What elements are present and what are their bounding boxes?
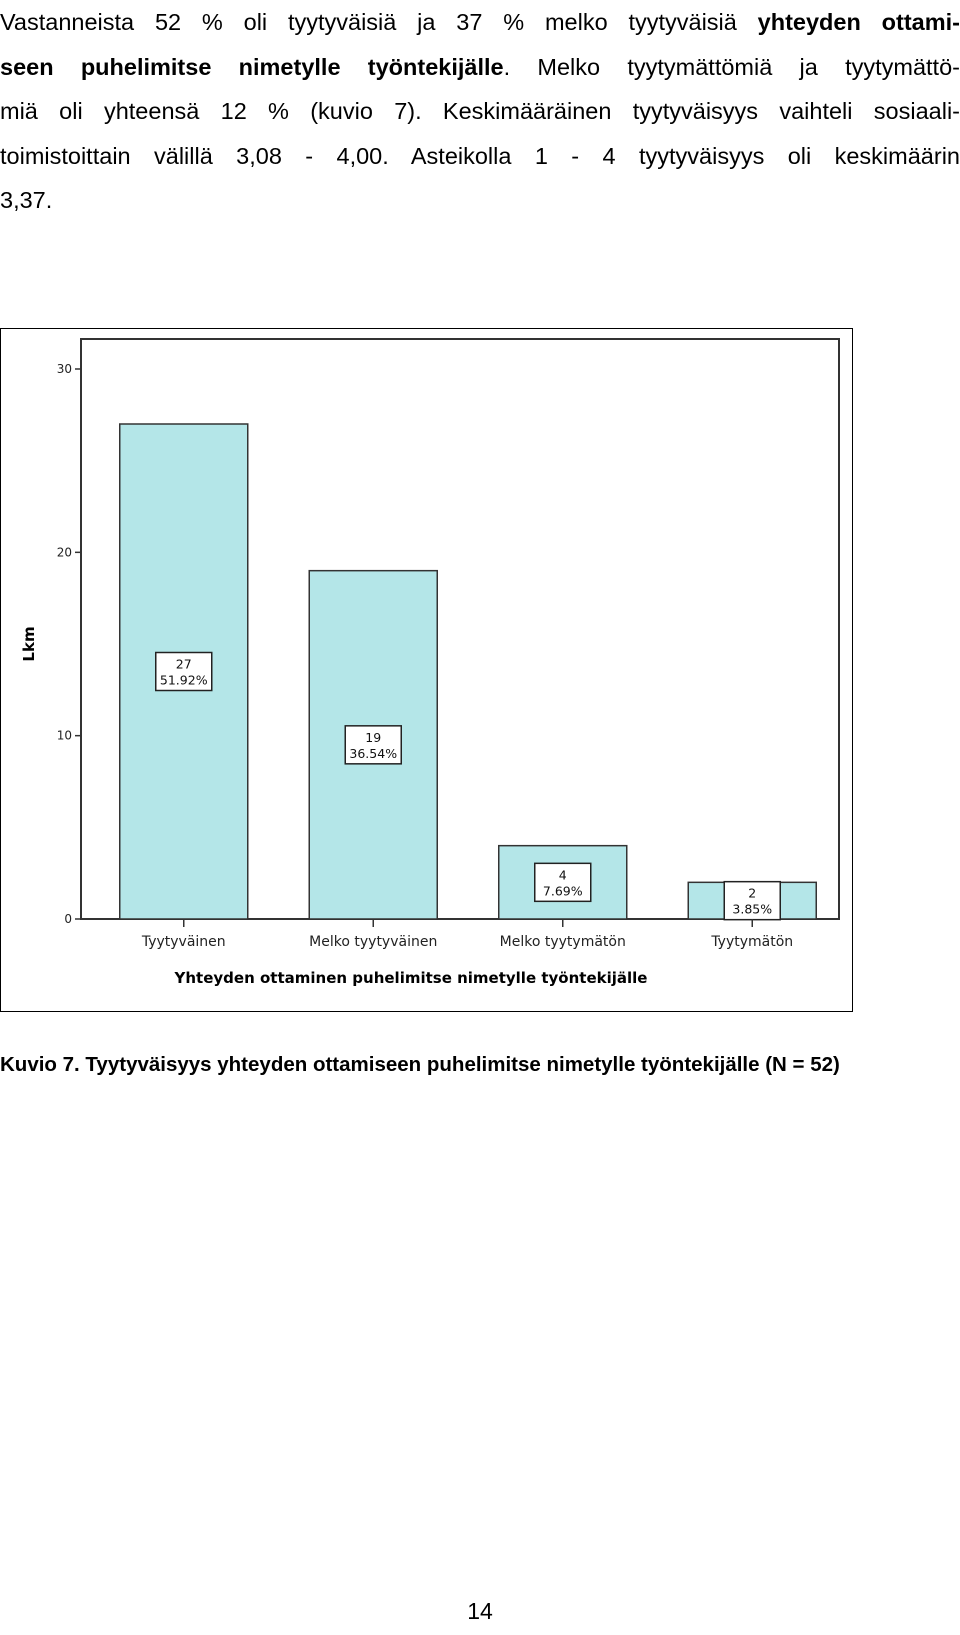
data-label-percent: 7.69% (542, 883, 583, 899)
paragraph-text: Vastanneista 52 % oli tyytyväisiä ja 37 % melko tyytyväisiä (0, 9, 758, 35)
body-paragraph (0, 0, 960, 223)
paragraph-line (0, 134, 960, 179)
y-tick-label: 30 (56, 362, 72, 376)
data-label-count: 27 (175, 656, 192, 672)
page-number: 14 (467, 1598, 493, 1624)
paragraph-text: 3,37. (0, 187, 53, 213)
paragraph-line (0, 0, 960, 45)
y-axis-label: Lkm (20, 626, 38, 662)
x-axis-label: Yhteyden ottaminen puhelimitse nimetylle työntekijälle (174, 969, 648, 987)
x-category-label: Tyytyväinen (141, 934, 226, 950)
paragraph-text: miä oli yhteensä 12 % (kuvio 7). Keskimääräinen tyytyväisyys vaihteli sosiaali- (0, 98, 960, 124)
data-label-percent: 51.92% (159, 672, 208, 688)
figure-caption: Kuvio 7. Tyytyväisyys yhteyden ottamiseen puhelimitse nimetylle työntekijälle (N = 52) (0, 1053, 840, 1076)
paragraph-bold-text: seen puhelimitse nimetylle työntekijälle (0, 53, 504, 80)
y-tick-label: 0 (64, 912, 72, 926)
x-axis (141, 919, 793, 950)
paragraph-text: . Melko tyytymättömiä ja tyytymättö- (503, 53, 960, 80)
y-tick-label: 20 (56, 545, 72, 560)
figure-frame (0, 328, 853, 1012)
paragraph-line (0, 45, 960, 90)
data-label-count: 4 (558, 867, 567, 883)
data-label-count: 19 (365, 729, 382, 745)
bar-chart (1, 329, 852, 1011)
paragraph-line (0, 178, 960, 223)
data-label-percent: 3.85% (732, 901, 773, 917)
y-axis (57, 362, 81, 926)
x-category-label: Tyytymätön (711, 934, 794, 950)
paragraph-line (0, 89, 960, 134)
x-category-label: Melko tyytymätön (499, 934, 626, 950)
data-label-count: 2 (748, 885, 757, 901)
paragraph-bold-text: yhteyden ottami- (757, 9, 960, 35)
x-category-label: Melko tyytyväinen (309, 934, 438, 950)
paragraph-text: toimistoittain välillä 3,08 - 4,00. Asteikolla 1 - 4 tyytyväisyys oli keskimäärin (0, 142, 960, 169)
data-label-percent: 36.54% (349, 745, 398, 761)
y-tick-label: 10 (56, 728, 72, 743)
